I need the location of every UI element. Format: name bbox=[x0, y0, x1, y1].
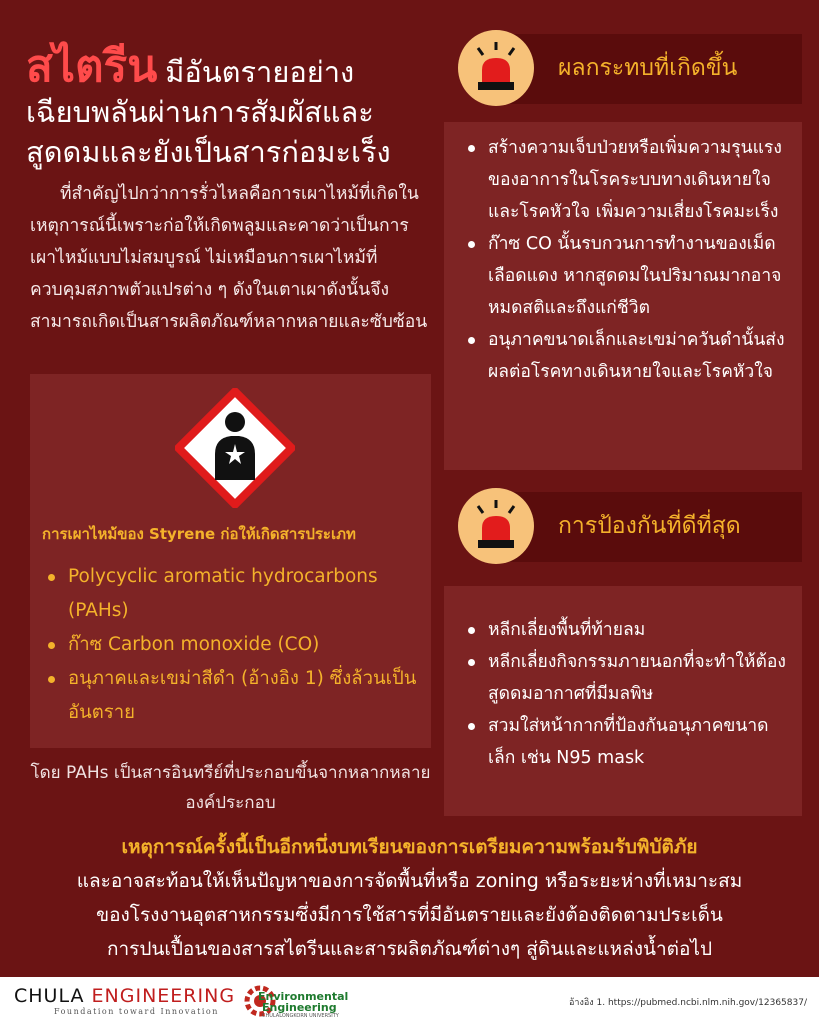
list-item: อนุภาคและเขม่าสีดำ (อ้างอิง 1) ซึ่งล้วนเป็นอันตราย bbox=[46, 662, 431, 730]
list-item: สวมใส่หน้ากากที่ป้องกันอนุภาคขนาดเล็ก เช่น N95 mask bbox=[466, 710, 792, 774]
env-logo-line2: Engineering bbox=[262, 1001, 337, 1014]
conclusion bbox=[0, 830, 819, 966]
prevention-header bbox=[458, 488, 802, 564]
environmental-engineering-logo bbox=[244, 981, 349, 1021]
siren-icon bbox=[470, 498, 522, 554]
list-item: อนุภาคขนาดเล็กและเขม่าควันดำนั้นส่งผลต่อโรคทางเดินหายใจและโรคหัวใจ bbox=[466, 324, 792, 388]
env-logo-line1: Environmental bbox=[258, 990, 349, 1003]
impact-heading: ผลกระทบที่เกิดขึ้น bbox=[558, 55, 738, 81]
combustion-list bbox=[46, 560, 431, 730]
health-hazard-icon bbox=[175, 388, 295, 508]
title-line1: มีอันตรายอย่าง bbox=[165, 55, 355, 89]
conclusion-line4: การปนเปื้อนของสารสไตรีนและสารผลิตภัณฑ์ต่างๆ สู่ดินและแหล่งน้ำต่อไป bbox=[106, 938, 713, 960]
logo-engineering-text: ENGINEERING bbox=[91, 985, 236, 1007]
pahs-note: โดย PAHs เป็นสารอินทรีย์ที่ประกอบขึ้นจากหลากหลายองค์ประกอบ bbox=[30, 763, 431, 813]
list-item: ก๊าซ Carbon monoxide (CO) bbox=[46, 628, 431, 662]
logo-chula-text: CHULA bbox=[14, 985, 92, 1007]
list-item: Polycyclic aromatic hydrocarbons (PAHs) bbox=[46, 560, 431, 628]
impact-panel bbox=[444, 122, 802, 470]
title-line2: เฉียบพลันผ่านการสัมผัสและ bbox=[26, 95, 374, 129]
siren-icon bbox=[470, 40, 522, 96]
logo-tagline: Foundation toward Innovation bbox=[54, 1007, 219, 1016]
prevention-heading: การป้องกันที่ดีที่สุด bbox=[558, 513, 741, 539]
conclusion-line2: และอาจสะท้อนให้เห็นปัญหาของการจัดพื้นที่หรือ zoning หรือระยะห่างที่เหมาะสม bbox=[76, 870, 743, 892]
impact-header bbox=[458, 30, 802, 106]
reference-text: อ้างอิง 1. https://pubmed.ncbi.nlm.nih.gov/12365837/ bbox=[569, 998, 807, 1008]
intro-paragraph: ที่สำคัญไปกว่าการรั่วไหลคือการเผาไหม้ที่เกิดในเหตุการณ์นี้เพราะก่อให้เกิดพลูมและคาดว่าเป็นการเผาไหม้แบบไม่สมบูรณ์ ไม่เหมือนการเผาไหม้ที่ควบคุมสภาพตัวแปรต่าง ๆ ดังในเตาเผาดังนั้นจึงสามารถเกิดเป็นสารผลิตภัณฑ์หลากหลายและซับซ้อน bbox=[30, 184, 428, 332]
env-logo-line3: CHULALONGKORN UNIVERSITY bbox=[262, 1013, 339, 1019]
prevention-panel bbox=[444, 586, 802, 816]
list-item: ก๊าซ CO นั้นรบกวนการทำงานของเม็ดเลือดแดง หากสูดดมในปริมาณมากอาจหมดสติและถึงแก่ชีวิต bbox=[466, 228, 792, 324]
list-item: หลีกเลี่ยงกิจกรรมภายนอกที่จะทำให้ต้องสูดดมอากาศที่มีมลพิษ bbox=[466, 646, 792, 710]
alarm-icon-circle bbox=[458, 30, 534, 106]
title-highlight: สไตรีน bbox=[26, 41, 158, 92]
conclusion-line3: ของโรงงานอุตสาหกรรมซึ่งมีการใช้สารที่มีอันตรายและยังต้องติดตามประเด็น bbox=[96, 904, 723, 926]
conclusion-highlight: เหตุการณ์ครั้งนี้เป็นอีกหนึ่งบทเรียนของการเตรียมความพร้อมรับพิบัติภัย bbox=[121, 836, 698, 858]
list-item: หลีกเลี่ยงพื้นที่ท้ายลม bbox=[466, 614, 792, 646]
impact-list bbox=[444, 122, 802, 398]
page-title bbox=[26, 42, 446, 172]
footer bbox=[0, 977, 819, 1024]
list-item: สร้างความเจ็บป่วยหรือเพิ่มความรุนแรงของอาการในโรคระบบทางเดินหายใจและโรคหัวใจ เพิ่มความเสี่ยงโรคมะเร็ง bbox=[466, 132, 792, 228]
chula-engineering-logo bbox=[14, 985, 235, 1016]
prevention-list bbox=[444, 586, 802, 784]
alarm-icon-circle bbox=[458, 488, 534, 564]
title-line3: สูดดมและยังเป็นสารก่อมะเร็ง bbox=[26, 135, 391, 169]
combustion-panel bbox=[30, 374, 431, 748]
combustion-title: การเผาไหม้ของ Styrene ก่อให้เกิดสารประเภท bbox=[42, 525, 356, 543]
